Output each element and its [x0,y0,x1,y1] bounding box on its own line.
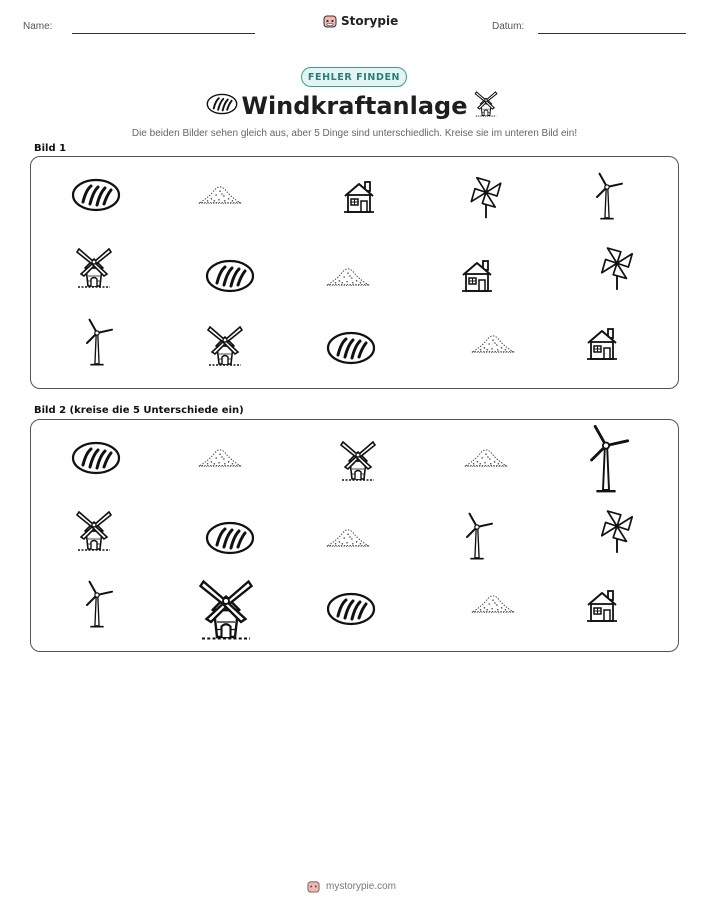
sand-pile-icon[interactable] [464,445,508,471]
bread-icon [326,331,376,365]
sand-pile-icon[interactable] [471,591,515,617]
house-icon[interactable] [584,588,620,624]
bread-icon [71,178,121,212]
storypie-mascot-icon [323,14,337,28]
pinwheel-icon[interactable] [598,507,636,555]
house-icon [584,326,620,362]
instructions: Die beiden Bilder sehen gleich aus, aber 5 Dinge sind unterschiedlich. Kreise sie im unteren Bild ein! [131,128,578,139]
windmill-icon [74,244,114,292]
sand-pile-icon [471,331,515,357]
bread-icon [205,259,255,293]
sand-pile-icon[interactable] [198,445,242,471]
pinwheel-icon [467,174,505,220]
house-icon [459,258,495,294]
storypie-logo [323,14,398,28]
picture1-label: Bild 1 [34,143,67,154]
picture2-label: Bild 2 (kreise die 5 Unterschiede ein) [34,405,244,416]
bread-icon[interactable] [326,592,376,626]
badge-fehler-finden: FEHLER FINDEN [301,67,407,87]
windmill-icon[interactable] [74,507,114,555]
windmill-icon [205,322,245,370]
pinwheel-icon [598,244,636,292]
date-label: Datum: [492,21,525,32]
title-windmill-icon [473,90,499,118]
bread-icon[interactable] [71,441,121,475]
name-line[interactable] [72,33,255,34]
storypie-mascot-icon [307,880,320,893]
sand-pile-icon [326,264,370,290]
page-title: Windkraftanlage [241,92,468,120]
date-line[interactable] [538,33,686,34]
house-icon [341,179,377,215]
wind-turbine-icon[interactable] [80,580,114,630]
wind-turbine-icon [80,318,114,368]
windmill-icon[interactable] [196,577,256,643]
windmill-icon[interactable] [338,437,378,485]
bread-icon[interactable] [205,521,255,555]
footer [307,880,396,893]
brand-name: Storypie [341,14,399,28]
name-label: Name: [23,21,53,32]
sand-pile-icon [198,182,242,208]
sand-pile-icon[interactable] [326,525,370,551]
wind-turbine-icon[interactable] [581,424,631,496]
wind-turbine-icon [590,172,624,222]
footer-url: mystorypie.com [326,881,397,892]
wind-turbine-icon[interactable] [460,512,494,562]
